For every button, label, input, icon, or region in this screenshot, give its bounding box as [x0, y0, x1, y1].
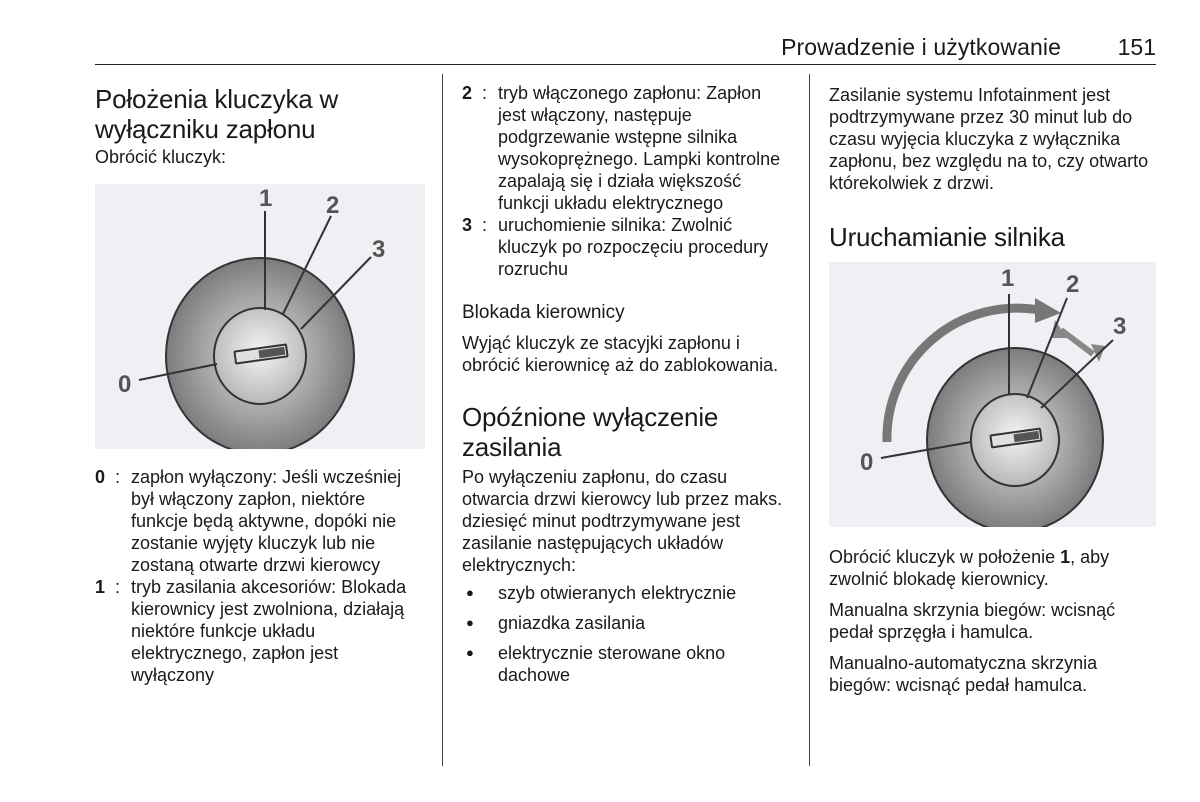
column-divider	[809, 74, 810, 766]
list-item: 0 : zapłon wyłączony: Jeśli wcześniej był włączony zapłon, niektóre funkcje będą aktywne, dopóki nie zostanie wyjęty kluczyk lub nie zostaną otwarte drzwi kierowcy	[95, 467, 402, 575]
delayed-power-text: Po wyłączeniu zapłonu, do czasu otwarcia drzwi kierowcy lub przez maks. dziesięć minut podtrzymywane jest zasilanie następujących układów elektrycznych:	[462, 467, 783, 575]
position-key: 2	[462, 83, 473, 103]
steering-lock-heading: Blokada kierownicy	[462, 302, 625, 323]
position-description: tryb włączonego zapłonu: Zapłon jest włączony, następuje podgrzewanie wstępne silnika wysokoprężnego. Lampki kontrolne zapalają się i działa większość funkcji układu elektrycznego	[498, 83, 781, 213]
column-divider	[442, 74, 443, 766]
column-3	[829, 84, 1159, 252]
position-description: uruchomienie silnika: Zwolnić kluczyk po rozpoczęciu procedury rozruchu	[498, 215, 769, 279]
position-label-3: 3	[372, 236, 386, 263]
list-item: ● gniazdka zasilania	[462, 612, 792, 634]
delayed-power-heading: Opóźnione wyłączenie zasilania	[462, 402, 719, 462]
position-label-0: 0	[860, 449, 874, 476]
list-item: 2 : tryb włączonego zapłonu: Zapłon jest włączony, następuje podgrzewanie wstępne silnika wysokoprężnego. Lampki kontrolne zapalają się i działa większość funkcji układu elektrycznego	[462, 83, 781, 213]
ignition-positions-heading: Położenia kluczyka w wyłączniku zapłonu	[95, 84, 339, 144]
column-1	[95, 80, 425, 168]
engine-start-heading: Uruchamianie silnika	[829, 222, 1065, 252]
position-label-2: 2	[326, 192, 340, 219]
infotainment-text: Zasilanie systemu Infotainment jest podtrzymywane przez 30 minut lub do czasu wyjęcia kluczyka z wyłącznika zapłonu, bez względu na to, czy otwarto którekolwiek z drzwi.	[829, 85, 1149, 193]
list-item: 3 : uruchomienie silnika: Zwolnić kluczyk po rozpoczęciu procedury rozruchu	[462, 215, 769, 279]
section-title: Prowadzenie i użytkowanie	[781, 34, 1061, 60]
engine-start-illustration	[829, 262, 1156, 527]
ignition-switch-illustration	[95, 184, 425, 449]
steering-lock-text: Wyjąć kluczyk ze stacyjki zapłonu i obrócić kierownicę aż do zablokowania.	[462, 333, 779, 375]
turn-key-text: Obrócić kluczyk w położenie 1, aby zwolnić blokadę kierownicy.	[829, 547, 1110, 589]
list-item: ● elektrycznie sterowane okno dachowe	[462, 642, 792, 686]
position-label-1: 1	[259, 185, 273, 212]
manual-gearbox-text: Manualna skrzynia biegów: wcisnąć pedał sprzęgła i hamulca.	[829, 600, 1116, 642]
engine-start-figure	[829, 262, 1156, 527]
position-label-1: 1	[1001, 265, 1015, 292]
position-label-0: 0	[118, 371, 132, 398]
position-label-3: 3	[1113, 313, 1127, 340]
delayed-power-list	[462, 582, 792, 686]
automated-gearbox-text: Manualno-automatyczna skrzynia biegów: wcisnąć pedał hamulca.	[829, 653, 1098, 695]
column-3-text	[829, 546, 1159, 696]
ignition-positions-list	[95, 466, 425, 686]
list-item: 1 : tryb zasilania akcesoriów: Blokada kierownicy jest zwolniona, działają niektóre funkcje układu elektrycznego, zapłon jest wyłączony	[95, 577, 407, 685]
position-description: tryb zasilania akcesoriów: Blokada kierownicy jest zwolniona, działają niektóre funkcje układu elektrycznego, zapłon jest wyłączony	[131, 577, 407, 685]
ignition-positions-list-cont	[462, 82, 792, 280]
ignition-intro: Obrócić kluczyk:	[95, 147, 227, 167]
position-description: zapłon wyłączony: Jeśli wcześniej był włączony zapłon, niektóre funkcje będą aktywne, dopóki nie zostanie wyjęty kluczyk lub nie zostaną otwarte drzwi kierowcy	[131, 467, 402, 575]
column-1-list	[95, 466, 425, 686]
page-header	[95, 30, 1156, 65]
ignition-switch-figure	[95, 184, 425, 449]
page-number: 151	[1117, 34, 1156, 60]
position-key: 0	[95, 467, 106, 487]
position-key: 1	[95, 577, 106, 597]
position-label-2: 2	[1066, 271, 1080, 298]
list-item: ● szyb otwieranych elektrycznie	[462, 582, 792, 604]
column-2	[462, 82, 792, 686]
position-key: 3	[462, 215, 473, 235]
